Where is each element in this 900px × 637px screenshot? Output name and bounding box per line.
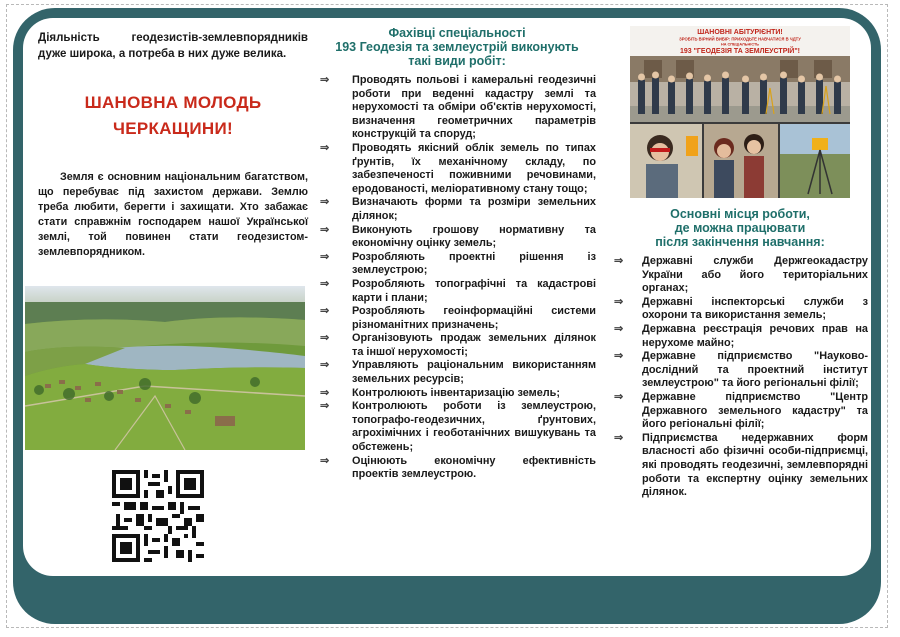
list-item — [318, 387, 596, 401]
body-text: Земля є основним національним багатством, що перебуває під захистом держави. Землю треба любити, берегти і захищати. Хто забажає стати справжнім господарем нашої Української землі, той повинен стати геодезистом-землевпорядником. — [38, 171, 308, 258]
workplaces-list — [612, 255, 868, 500]
list-item — [318, 278, 596, 305]
list-item-text: Державні інспекторські служби з охорони та використання земель; — [642, 295, 868, 322]
list-item — [318, 332, 596, 359]
arrow-icon: ⇒ — [614, 350, 624, 363]
arrow-icon: ⇒ — [320, 196, 330, 209]
list-item — [612, 323, 868, 350]
greeting-line-2: ЧЕРКАЩИНИ! — [113, 119, 233, 138]
work-types-list — [318, 74, 596, 482]
list-item — [318, 359, 596, 386]
list-item-text: Державні служби Держгеокадастру України або його територіальних органах; — [642, 255, 868, 295]
left-column — [38, 30, 308, 260]
workplaces-heading — [612, 207, 868, 249]
list-item-text: Контролюють роботи із землеустрою, топографо-геодезичних, ґрунтових, агрохімічних і геоботанічних вишукувань та обстежень; — [352, 400, 596, 454]
list-item — [318, 142, 596, 196]
list-item-text: Розробляють топографічні та кадастрові карти і плани; — [352, 277, 596, 304]
arrow-icon: ⇒ — [614, 295, 624, 308]
list-item — [318, 251, 596, 278]
banner-line-4: 193 "ГЕОДЕЗІЯ ТА ЗЕМЛЕУСТРІЙ"! — [679, 48, 801, 55]
banner-line-3: НА СПЕЦІАЛЬНІСТЬ — [720, 42, 760, 47]
list-item — [318, 74, 596, 142]
list-item — [612, 255, 868, 296]
list-item-text: Управляють раціональним використанням земельних ресурсів; — [352, 359, 596, 386]
arrow-icon: ⇒ — [320, 250, 330, 263]
workplaces-heading-line-3: після закінчення навчання: — [655, 235, 825, 249]
banner-line-1: ШАНОВНІ АБІТУРІЄНТИ! — [697, 29, 783, 36]
arrow-icon: ⇒ — [320, 332, 330, 345]
work-types-heading-line-2: 193 Геодезія та землеустрій виконують — [335, 40, 579, 54]
qr-code[interactable] — [112, 470, 204, 562]
arrow-icon: ⇒ — [320, 277, 330, 290]
list-item-text: Державна реєстрація речових прав на нерухоме майно; — [642, 322, 868, 349]
arrow-icon: ⇒ — [320, 359, 330, 372]
arrow-icon: ⇒ — [614, 255, 624, 267]
list-item-text: Організовують продаж земельних ділянок та іншої нерухомості; — [352, 332, 596, 358]
list-item-text: Оцінюють економічну ефективність проектів землеустрою. — [352, 454, 596, 481]
arrow-icon: ⇒ — [320, 400, 330, 413]
list-item — [318, 224, 596, 251]
banner-line-2: ЗРОБІТЬ ВІРНИЙ ВИБІР: ПРИХОДЬТЕ НАВЧАТИСЯ В ЧДТУ — [679, 36, 801, 42]
list-item-text: Виконують грошову нормативну та економічну оцінку земель; — [352, 223, 596, 250]
arrow-icon: ⇒ — [614, 322, 624, 335]
list-item — [318, 455, 596, 482]
list-item-text: Підприємства недержавних форм власності або фізичні особи-підприємці, які проводять геодезичні, землевпорядні роботи та експертну оцінку земельних ділянок. — [642, 431, 868, 499]
list-item-text: Державне підприємство "Науково-дослідний та проектний інститут землеустрою" та його регіональні філії; — [642, 350, 868, 390]
greeting-heading — [38, 90, 308, 142]
list-item-text: Розробляють проектні рішення із землеустрою; — [352, 250, 596, 277]
list-item — [612, 391, 868, 432]
arrow-icon: ⇒ — [320, 74, 330, 86]
list-item-text: Контролюють інвентаризацію земель; — [352, 386, 560, 399]
list-item-text: Проводять якісний облік земель по типах ґрунтів, їх механічному складу, по забезпеченості поживними речовинами, еродованості, меліоративному стану тощо; — [352, 141, 596, 195]
middle-column — [318, 26, 596, 482]
list-item-text: Проводять польові і камеральні геодезичні роботи при веденні кадастру землі та нерухомості та обміри об'єктів нерухомості, визначення геометричних параметрів конструкцій та споруд; — [352, 74, 596, 141]
arrow-icon: ⇒ — [614, 390, 624, 403]
list-item — [612, 296, 868, 323]
arrow-icon: ⇒ — [320, 386, 330, 399]
list-item-text: Державне підприємство "Центр Державного земельного кадастру" та його регіональні філії; — [642, 390, 868, 431]
list-item — [612, 350, 868, 391]
list-item-text: Розробляють геоінформаційні системи різноманітних призначень; — [352, 305, 596, 331]
list-item — [318, 305, 596, 332]
intro-text: Діяльність геодезистів-землевпорядників дуже широка, а потреба в них дуже велика. — [38, 32, 308, 60]
arrow-icon: ⇒ — [320, 454, 330, 467]
list-item-text: Визначають форми та розміри земельних ділянок; — [352, 196, 596, 222]
list-item — [318, 400, 596, 454]
work-types-heading — [318, 26, 596, 68]
list-item — [612, 432, 868, 500]
workplaces-heading-line-2: де можна працювати — [674, 221, 806, 235]
work-types-heading-line-1: Фахівці спеціальності — [388, 26, 526, 40]
list-item — [318, 196, 596, 223]
greeting-line-1: ШАНОВНА МОЛОДЬ — [84, 93, 262, 112]
arrow-icon: ⇒ — [320, 305, 330, 318]
arrow-icon: ⇒ — [320, 141, 330, 154]
arrow-icon: ⇒ — [320, 223, 330, 236]
workplaces-heading-line-1: Основні місця роботи, — [670, 207, 810, 221]
landscape-photo — [25, 286, 305, 450]
right-column — [612, 207, 868, 500]
arrow-icon: ⇒ — [614, 431, 624, 444]
students-photo-collage — [630, 26, 850, 198]
work-types-heading-line-3: такі види робіт: — [408, 54, 506, 68]
